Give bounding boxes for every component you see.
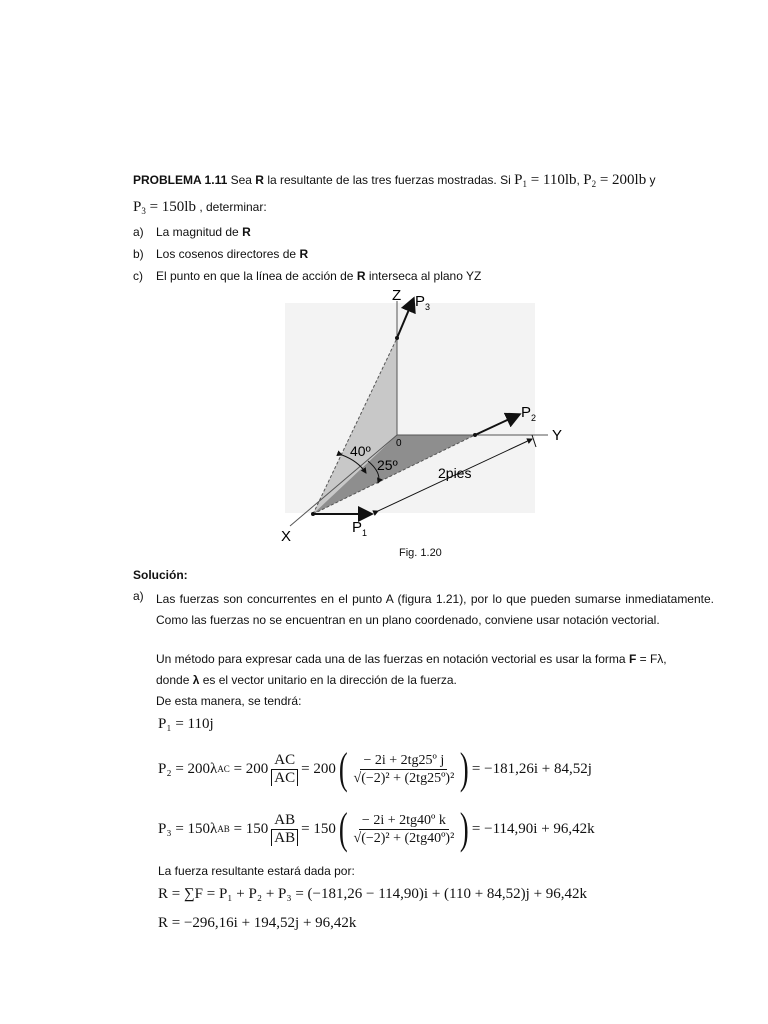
determinar-text: , determinar: <box>199 200 267 214</box>
point-b <box>395 336 399 340</box>
solution-a-letter: a) <box>133 589 144 603</box>
solution-paragraph-2b: donde λ es el vector unitario en la dirección de la fuerza. <box>156 673 457 687</box>
figure-background <box>285 303 535 513</box>
item-b: b) Los cosenos directores de R <box>133 247 309 261</box>
intro-text-a: Sea <box>230 173 252 187</box>
solution-paragraph-2a: Un método para expresar cada una de las fuerzas en notación vectorial es usar la forma F = Fλ, <box>156 652 667 666</box>
resultant-symbol: R <box>255 173 264 187</box>
equation-p1: P₁ = 110j <box>158 716 214 732</box>
solution-paragraph-1: Las fuerzas son concurrentes en el punto A (figura 1.21), por lo que pueden sumarse inmediatamente. Como las fuerzas no se encuentran en un plano coordenado, conviene usar notación vectorial. <box>156 592 714 627</box>
label-angle-40: 40º <box>350 443 371 459</box>
p2-magnitude: $P_2 = 200lb$ <box>583 172 647 189</box>
equation-p3: P₃ = 150λ AB = 150 $\frac{AB}{AB}$ = 150 ( $\frac{\text{− 2i + 2tg40º k}}{\text{√(−2)² + (2tg40º)²}}$ ) = −114,90i + 96,42k <box>158 804 595 853</box>
item-c: c) El punto en que la línea de acción de R interseca al plano YZ <box>133 269 482 283</box>
solution-paragraph-3: De esta manera, se tendrá: <box>156 694 302 708</box>
label-y: Y <box>552 427 563 444</box>
label-origin: 0 <box>396 438 402 449</box>
point-a <box>311 512 315 516</box>
point-c <box>473 433 477 437</box>
intro-text-b: la resultante de las tres fuerzas mostradas. Si <box>267 173 511 187</box>
item-a: a) La magnitud de R <box>133 225 251 239</box>
label-p1: $P_1$ <box>352 519 368 538</box>
problem-statement-line2 <box>133 199 267 216</box>
label-p2: $P_2$ <box>521 404 537 423</box>
force-diagram <box>270 283 580 545</box>
p3-magnitude: $P_3 = 150lb$ <box>133 199 196 216</box>
label-angle-25: 25º <box>377 457 398 473</box>
y-word: y <box>649 173 656 187</box>
problem-statement-line1: PROBLEMA 1.11 Sea R la resultante de las tres fuerzas mostradas. Si $P_1 = 110lb$, $P_2 = 200lb$ y <box>133 172 656 189</box>
solution-paragraph-4: La fuerza resultante estará dada por: <box>158 864 355 878</box>
solution-heading: Solución: <box>133 568 188 582</box>
label-x: X <box>281 528 292 545</box>
label-distance: 2pies <box>438 465 472 481</box>
label-p3: $P_3$ <box>415 293 431 312</box>
problem-heading: PROBLEMA 1.11 <box>133 173 228 187</box>
p1-magnitude: $P_1 = 110lb$ <box>514 172 577 189</box>
equation-resultant: R = −296,16i + 194,52j + 96,42k <box>158 915 357 931</box>
label-z: Z <box>392 287 402 304</box>
equation-resultant-sum: R = ∑F = P₁ + P₂ + P₃ = (−181,26 − 114,90)i + (110 + 84,52)j + 96,42k <box>158 886 588 902</box>
figure-caption: Fig. 1.20 <box>399 547 442 559</box>
equation-p2: P₂ = 200λ AC = 200 $\frac{AC}{AC}$ = 200 ( $\frac{\text{− 2i + 2tg25º j}}{\text{√(−2)² + (2tg25º)²}}$ ) = −181,26i + 84,52j <box>158 744 592 793</box>
